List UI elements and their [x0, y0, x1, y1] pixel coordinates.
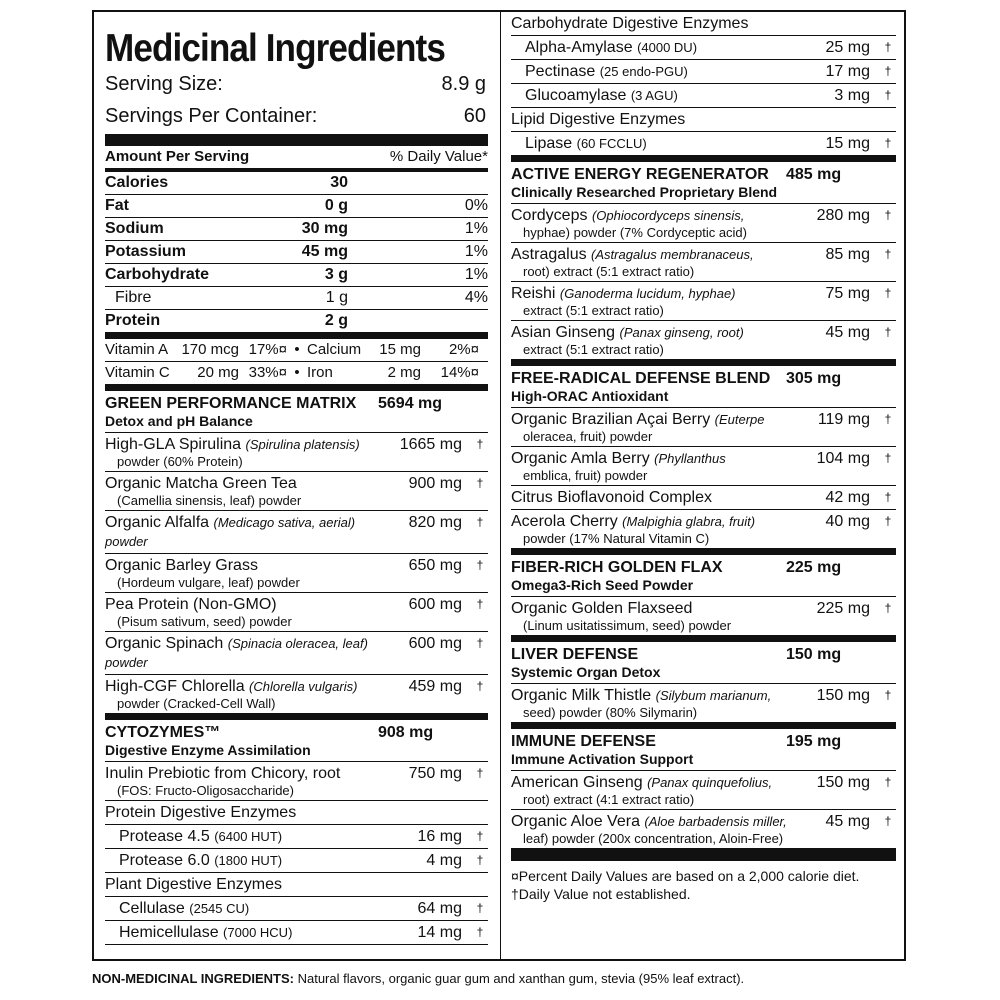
- nutrient-row: [105, 195, 488, 218]
- green-performance-matrix: [105, 391, 488, 714]
- blend-title-row: [105, 724, 488, 742]
- dagger-mark: †: [884, 514, 892, 528]
- right-column: [502, 12, 906, 959]
- fiber-rich-golden-flax: [511, 555, 896, 636]
- nutrient-row: [105, 310, 488, 333]
- blend-subtitle: Clinically Researched Proprietary Blend: [511, 184, 778, 200]
- ingredient-description: [105, 923, 392, 942]
- dagger-mark: †: [476, 679, 484, 693]
- left-column: [94, 12, 500, 959]
- ingredient-detail: emblica, fruit) powder: [523, 468, 648, 483]
- amount-header-row: [105, 146, 488, 172]
- ingredient-description: [511, 38, 800, 57]
- vitamin-daily-value: 17%¤: [248, 341, 287, 358]
- blend-title: FIBER-RICH GOLDEN FLAX: [511, 559, 723, 576]
- ingredient-amount: 45 mg: [825, 324, 870, 341]
- ingredient-name: Organic Golden Flaxseed: [511, 600, 693, 617]
- ingredient-description: [105, 595, 392, 629]
- blend-amount: 5694 mg: [378, 395, 443, 412]
- ingredient-description: [105, 435, 392, 469]
- dagger-mark: †: [884, 88, 892, 102]
- cytozymes-continued: [511, 12, 896, 156]
- blend-title-row: [511, 559, 896, 577]
- ingredient-source: (Ophiocordyceps sinensis,: [591, 208, 745, 223]
- dagger-mark: †: [884, 325, 892, 339]
- ingredient-source: (Chlorella vulgaris): [249, 679, 358, 694]
- bullet: •: [294, 341, 300, 358]
- enzyme-group-name: Carbohydrate Digestive Enzymes: [511, 15, 749, 32]
- footer-label: NON-MEDICINAL INGREDIENTS:: [92, 971, 294, 986]
- nutrient-row: [105, 241, 488, 264]
- ingredient-name: Cordyceps: [511, 207, 588, 224]
- ingredient-description: [105, 827, 392, 846]
- vitamin-name: Vitamin C: [105, 364, 170, 381]
- ingredient-detail: (FOS: Fructo-Oligosaccharide): [117, 783, 294, 798]
- nutrient-name: Calories: [105, 174, 169, 191]
- ingredient-row: [105, 762, 488, 801]
- column-divider: [500, 12, 501, 959]
- dagger-mark: †: [476, 558, 484, 572]
- ingredient-row: [511, 282, 896, 321]
- ingredient-unit: (1800 HUT): [214, 853, 283, 868]
- nutrient-name: Fibre: [115, 289, 152, 306]
- ingredient-description: [105, 556, 392, 590]
- ingredient-amount: 85 mg: [825, 246, 870, 263]
- serving-size-label: Serving Size:: [105, 73, 223, 95]
- dv-header: % Daily Value*: [389, 148, 488, 165]
- nutrient-row: [105, 287, 488, 310]
- ingredient-name: Acerola Cherry: [511, 513, 618, 530]
- ingredient-row: [105, 511, 488, 554]
- ingredient-name: Inulin Prebiotic from Chicory, root: [105, 765, 341, 782]
- ingredient-description: [105, 474, 392, 508]
- ingredient-amount: 225 mg: [816, 600, 870, 617]
- blend-subtitle: High-ORAC Antioxidant: [511, 388, 669, 404]
- ingredient-amount: 4 mg: [426, 852, 462, 869]
- ingredient-detail: (Camellia sinensis, leaf) powder: [117, 493, 302, 508]
- dagger-mark: †: [884, 247, 892, 261]
- ingredient-detail: powder (17% Natural Vitamin C): [523, 531, 710, 546]
- dagger-mark: †: [476, 515, 484, 529]
- blend-amount: 485 mg: [786, 166, 842, 183]
- ingredient-row: [511, 60, 896, 84]
- ingredient-description: [511, 86, 800, 105]
- ingredient-description: [105, 634, 392, 672]
- supplement-facts-panel: [92, 10, 906, 961]
- blend-header: [511, 729, 896, 771]
- ingredient-detail: seed) powder (80% Silymarin): [523, 705, 698, 720]
- ingredient-row: [105, 593, 488, 632]
- vitamin-list: [105, 339, 488, 385]
- ingredient-source: (Astragalus membranaceus,: [591, 247, 754, 262]
- divider-thick: [511, 849, 896, 861]
- nutrient-amount: 3 g: [324, 266, 348, 283]
- blend-header: [105, 391, 488, 433]
- vitamin-amount: 20 mg: [197, 364, 239, 381]
- blend-title-row: [511, 166, 896, 184]
- blend-title-row: [105, 395, 488, 413]
- ingredient-amount: 64 mg: [417, 900, 462, 917]
- ingredient-amount: 900 mg: [408, 475, 462, 492]
- serving-size-row: [105, 70, 488, 98]
- ingredient-description: [511, 62, 800, 81]
- ingredient-amount: 1665 mg: [399, 436, 462, 453]
- nutrient-amount: 2 g: [324, 312, 348, 329]
- blend-subtitle: Immune Activation Support: [511, 751, 694, 767]
- cytozymes-blend: [105, 720, 488, 945]
- dagger-mark: †: [884, 136, 892, 150]
- blend-title: FREE-RADICAL DEFENSE BLEND: [511, 370, 771, 387]
- liver-defense: [511, 642, 896, 723]
- ingredient-name: Organic Spinach: [105, 635, 224, 652]
- ingredient-source: (Silybum marianum,: [655, 688, 772, 703]
- dagger-mark: †: [884, 775, 892, 789]
- vitamin-name: Vitamin A: [105, 341, 169, 358]
- ingredient-description: [105, 899, 392, 918]
- non-medicinal-ingredients: [92, 970, 744, 988]
- enzyme-group-name: Lipid Digestive Enzymes: [511, 111, 686, 128]
- dagger-mark: †: [476, 901, 484, 915]
- ingredient-amount: 40 mg: [825, 513, 870, 530]
- ingredient-name: Cellulase: [119, 900, 185, 917]
- ingredient-unit: (4000 DU): [637, 40, 698, 55]
- ingredient-name: High-GLA Spirulina: [105, 436, 242, 453]
- ingredient-name: Organic Matcha Green Tea: [105, 475, 297, 492]
- ingredient-detail: extract (5:1 extract ratio): [523, 342, 664, 357]
- blend-header: [511, 555, 896, 597]
- nutrient-list: [105, 172, 488, 333]
- mineral-daily-value: 14%¤: [440, 364, 479, 381]
- blend-title: CYTOZYMES™: [105, 724, 221, 741]
- ingredient-row: [511, 597, 896, 636]
- nutrient-row: [105, 218, 488, 241]
- servings-label: Servings Per Container:: [105, 105, 318, 127]
- ingredient-unit: (7000 HCU): [223, 925, 293, 940]
- nutrient-daily-value: 0%: [464, 197, 488, 214]
- ingredient-amount: 150 mg: [816, 687, 870, 704]
- mineral-daily-value: 2%¤: [448, 341, 479, 358]
- ingredient-source: (Phyllanthus: [654, 451, 726, 466]
- ingredient-name: Lipase: [525, 135, 573, 152]
- ingredient-detail: powder (60% Protein): [117, 454, 243, 469]
- nutrient-amount: 30: [330, 174, 348, 191]
- ingredient-name: Pea Protein (Non-GMO): [105, 596, 277, 613]
- blend-title: GREEN PERFORMANCE MATRIX: [105, 395, 357, 412]
- ingredient-detail: root) extract (5:1 extract ratio): [523, 264, 695, 279]
- ingredient-detail: hyphae) powder (7% Cordyceptic acid): [523, 225, 747, 240]
- ingredient-amount: 15 mg: [825, 135, 870, 152]
- nutrient-daily-value: 1%: [464, 220, 488, 237]
- dagger-mark: †: [476, 853, 484, 867]
- ingredient-amount: 17 mg: [825, 63, 870, 80]
- ingredient-name: Alpha-Amylase: [525, 39, 633, 56]
- ingredient-name: Organic Aloe Vera: [511, 813, 640, 830]
- dagger-mark: †: [476, 829, 484, 843]
- dagger-mark: †: [476, 925, 484, 939]
- note-not-established: †Daily Value not established.: [511, 886, 691, 902]
- ingredient-row: [105, 897, 488, 921]
- ingredient-amount: 459 mg: [408, 678, 462, 695]
- ingredient-source: (Panax quinquefolius,: [647, 775, 773, 790]
- mineral-name: Calcium: [307, 341, 362, 358]
- ingredient-name: American Ginseng: [511, 774, 643, 791]
- blend-title: LIVER DEFENSE: [511, 646, 639, 663]
- ingredient-row: [511, 510, 896, 549]
- ingredient-source: (Medicago sativa, aerial) powder: [105, 515, 356, 549]
- ingredient-name: High-CGF Chlorella: [105, 678, 245, 695]
- ingredient-row: [511, 486, 896, 510]
- ingredient-name: Organic Brazilian Açai Berry: [511, 411, 711, 428]
- nutrient-row: [105, 264, 488, 287]
- ingredient-row: [511, 84, 896, 108]
- ingredient-amount: 14 mg: [417, 924, 462, 941]
- footer-text: Natural flavors, organic guar gum and xanthan gum, stevia (95% leaf extract).: [293, 971, 745, 986]
- ingredient-name: Citrus Bioflavonoid Complex: [511, 489, 712, 506]
- ingredient-row: [105, 825, 488, 849]
- ingredient-description: [511, 512, 800, 546]
- nutrient-name: Carbohydrate: [105, 266, 210, 283]
- blend-amount: 150 mg: [786, 646, 842, 663]
- nutrient-name: Fat: [105, 197, 129, 214]
- dagger-mark: †: [884, 286, 892, 300]
- blend-subtitle: Digestive Enzyme Assimilation: [105, 742, 311, 758]
- ingredient-row: [105, 849, 488, 873]
- immune-defense: [511, 729, 896, 849]
- enzyme-group-label: [105, 801, 488, 825]
- nutrient-amount: 30 mg: [301, 220, 348, 237]
- ingredient-source: (Spirulina platensis): [245, 437, 360, 452]
- ingredient-description: [511, 284, 800, 318]
- ingredient-name: Organic Alfalfa: [105, 514, 210, 531]
- ingredient-description: [511, 410, 800, 444]
- ingredient-row: [511, 684, 896, 723]
- dagger-mark: †: [884, 814, 892, 828]
- vitamin-row: [105, 339, 488, 362]
- blend-header: [511, 162, 896, 204]
- ingredient-name: Organic Milk Thistle: [511, 687, 652, 704]
- blend-title-row: [511, 370, 896, 388]
- ingredient-row: [511, 771, 896, 810]
- nutrient-name: Potassium: [105, 243, 186, 260]
- dagger-mark: †: [476, 476, 484, 490]
- ingredient-name: Pectinase: [525, 63, 596, 80]
- ingredient-amount: 104 mg: [816, 450, 870, 467]
- nutrient-row: [105, 172, 488, 195]
- ingredient-description: [511, 134, 800, 153]
- vitamin-daily-value: 33%¤: [248, 364, 287, 381]
- amount-header: Amount Per Serving: [105, 148, 250, 165]
- dagger-mark: †: [884, 451, 892, 465]
- ingredient-detail: (Hordeum vulgare, leaf) powder: [117, 575, 300, 590]
- dagger-mark: †: [884, 490, 892, 504]
- ingredient-unit: (3 AGU): [630, 88, 678, 103]
- ingredient-amount: 25 mg: [825, 39, 870, 56]
- ingredient-name: Reishi: [511, 285, 556, 302]
- dagger-mark: †: [884, 64, 892, 78]
- ingredient-amount: 75 mg: [825, 285, 870, 302]
- enzyme-group-name: Plant Digestive Enzymes: [105, 876, 282, 893]
- serving-size-value: 8.9 g: [441, 73, 486, 95]
- ingredient-row: [105, 921, 488, 945]
- nutrient-amount: 1 g: [325, 289, 348, 306]
- ingredient-description: [511, 773, 800, 807]
- ingredient-detail: (Pisum sativum, seed) powder: [117, 614, 292, 629]
- dagger-mark: †: [476, 437, 484, 451]
- blend-amount: 225 mg: [786, 559, 842, 576]
- ingredient-name: Glucoamylase: [525, 87, 627, 104]
- ingredient-amount: 750 mg: [408, 765, 462, 782]
- active-energy-regenerator: [511, 162, 896, 360]
- blend-amount: 195 mg: [786, 733, 842, 750]
- blend-header: [511, 642, 896, 684]
- mineral-name: Iron: [307, 364, 333, 381]
- ingredient-source: (Panax ginseng, root): [619, 325, 744, 340]
- enzyme-group-name: Protein Digestive Enzymes: [105, 804, 297, 821]
- nutrient-daily-value: 1%: [464, 266, 488, 283]
- ingredient-row: [511, 204, 896, 243]
- enzyme-group-label: [511, 12, 896, 36]
- ingredient-amount: 820 mg: [408, 514, 462, 531]
- blend-subtitle: Omega3-Rich Seed Powder: [511, 577, 694, 593]
- ingredient-source: (Ganoderma lucidum, hyphae): [559, 286, 736, 301]
- ingredient-source: (Euterpe: [714, 412, 765, 427]
- ingredient-name: Hemicellulase: [119, 924, 219, 941]
- ingredient-row: [105, 472, 488, 511]
- ingredient-amount: 150 mg: [816, 774, 870, 791]
- dagger-mark: †: [884, 688, 892, 702]
- blend-subtitle: Systemic Organ Detox: [511, 664, 661, 680]
- free-radical-defense-blend: [511, 366, 896, 549]
- ingredient-description: [105, 513, 392, 551]
- nutrient-name: Protein: [105, 312, 161, 329]
- dagger-mark: †: [884, 412, 892, 426]
- ingredient-detail: leaf) powder (200x concentration, Aloin-Free): [523, 831, 784, 846]
- ingredient-source: (Spinacia oleracea, leaf) powder: [105, 636, 368, 670]
- blend-header: [105, 720, 488, 762]
- footnotes: [511, 867, 896, 903]
- note-daily-value: ¤Percent Daily Values are based on a 2,000 calorie diet.: [511, 868, 860, 884]
- ingredient-description: [105, 677, 392, 711]
- bullet: •: [294, 364, 300, 381]
- mineral-amount: 15 mg: [379, 341, 421, 358]
- ingredient-row: [105, 554, 488, 593]
- ingredient-row: [511, 321, 896, 360]
- ingredient-source: (Aloe barbadensis miller,: [644, 814, 787, 829]
- enzyme-group-label: [105, 873, 488, 897]
- vitamin-row: [105, 362, 488, 385]
- blend-title: ACTIVE ENERGY REGENERATOR: [511, 166, 769, 183]
- ingredient-name: Organic Amla Berry: [511, 450, 650, 467]
- nutrient-amount: 45 mg: [301, 243, 348, 260]
- ingredient-name: Protease 6.0: [119, 852, 210, 869]
- ingredient-amount: 45 mg: [825, 813, 870, 830]
- ingredient-description: [511, 206, 800, 240]
- ingredient-description: [511, 245, 800, 279]
- ingredient-row: [511, 132, 896, 156]
- ingredient-row: [511, 810, 896, 849]
- ingredient-row: [105, 675, 488, 714]
- ingredient-row: [511, 447, 896, 486]
- ingredient-name: Astragalus: [511, 246, 587, 263]
- ingredient-amount: 600 mg: [408, 635, 462, 652]
- ingredient-name: Asian Ginseng: [511, 324, 616, 341]
- ingredient-detail: extract (5:1 extract ratio): [523, 303, 664, 318]
- ingredient-name: Protease 4.5: [119, 828, 210, 845]
- dagger-mark: †: [884, 40, 892, 54]
- nutrient-daily-value: 4%: [464, 289, 488, 306]
- ingredient-row: [105, 632, 488, 675]
- ingredient-source: (Malpighia glabra, fruit): [622, 514, 756, 529]
- ingredient-row: [511, 408, 896, 447]
- ingredient-description: [511, 449, 800, 483]
- ingredient-description: [511, 323, 800, 357]
- ingredient-detail: root) extract (4:1 extract ratio): [523, 792, 695, 807]
- enzyme-group-label: [511, 108, 896, 132]
- ingredient-description: [511, 812, 800, 846]
- ingredient-row: [511, 243, 896, 282]
- nutrient-amount: 0 g: [324, 197, 348, 214]
- dagger-mark: †: [884, 601, 892, 615]
- blend-amount: 908 mg: [378, 724, 434, 741]
- ingredient-detail: powder (Cracked-Cell Wall): [117, 696, 276, 711]
- mineral-amount: 2 mg: [387, 364, 421, 381]
- ingredient-row: [105, 433, 488, 472]
- ingredient-detail: oleracea, fruit) powder: [523, 429, 653, 444]
- blend-title-row: [511, 646, 896, 664]
- dagger-mark: †: [476, 766, 484, 780]
- nutrient-name: Sodium: [105, 220, 164, 237]
- blend-subtitle: Detox and pH Balance: [105, 413, 253, 429]
- ingredient-unit: (6400 HUT): [214, 829, 283, 844]
- panel-title: Medicinal Ingredients: [105, 27, 445, 70]
- ingredient-detail: (Linum usitatissimum, seed) powder: [523, 618, 732, 633]
- ingredient-name: Organic Barley Grass: [105, 557, 258, 574]
- ingredient-unit: (25 endo-PGU): [599, 64, 688, 79]
- dagger-mark: †: [476, 597, 484, 611]
- dagger-mark: †: [476, 636, 484, 650]
- ingredient-row: [511, 36, 896, 60]
- ingredient-description: [105, 764, 392, 798]
- ingredient-amount: 280 mg: [816, 207, 870, 224]
- ingredient-description: [105, 851, 392, 870]
- ingredient-description: [511, 686, 800, 720]
- servings-value: 60: [463, 105, 486, 127]
- ingredient-amount: 600 mg: [408, 596, 462, 613]
- ingredient-amount: 16 mg: [417, 828, 462, 845]
- ingredient-amount: 42 mg: [825, 489, 870, 506]
- dagger-mark: †: [884, 208, 892, 222]
- ingredient-amount: 650 mg: [408, 557, 462, 574]
- ingredient-amount: 119 mg: [817, 411, 870, 428]
- vitamin-amount: 170 mcg: [181, 341, 239, 358]
- nutrient-daily-value: 1%: [464, 243, 488, 260]
- blend-title: IMMUNE DEFENSE: [511, 733, 656, 750]
- ingredient-amount: 3 mg: [834, 87, 870, 104]
- blend-amount: 305 mg: [786, 370, 842, 387]
- ingredient-description: [511, 488, 800, 507]
- divider-thick: [105, 134, 488, 146]
- blend-title-row: [511, 733, 896, 751]
- blend-header: [511, 366, 896, 408]
- ingredient-unit: (60 FCCLU): [576, 136, 647, 151]
- ingredient-description: [511, 599, 800, 633]
- ingredient-unit: (2545 CU): [189, 901, 250, 916]
- servings-per-container-row: [105, 102, 488, 130]
